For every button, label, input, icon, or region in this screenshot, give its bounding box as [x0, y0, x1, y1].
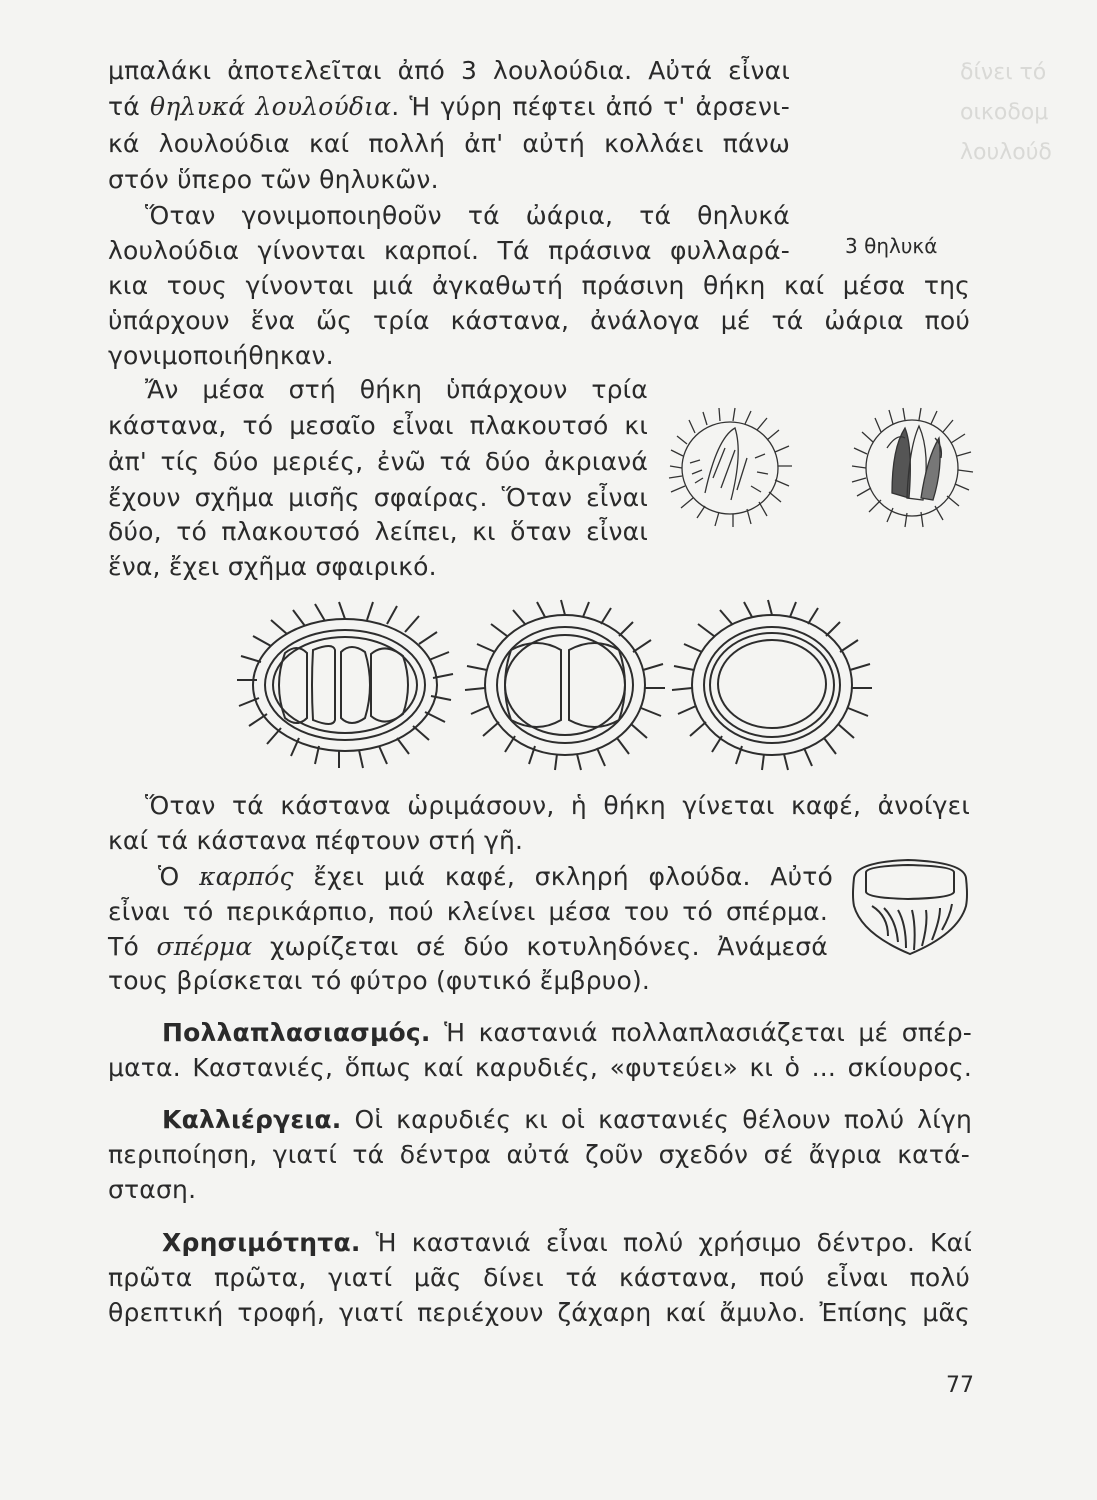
- text-line: εἶναι τό περικάρπιο, πού κλείνει μέσα του τό σπέρμα.: [108, 897, 828, 926]
- husk-three-nuts-cross-section: [235, 600, 455, 770]
- husk-one-nut-cross-section: [672, 600, 872, 770]
- text-line: Καλλιέργεια. Οἱ καρυδιές κι οἱ καστανιές θέλουν πολύ λίγη: [162, 1105, 972, 1134]
- bleed-through-text: δίνει τό: [960, 60, 1047, 85]
- italic-term: θηλυκά λουλούδια: [149, 92, 392, 121]
- section-heading: Καλλιέργεια.: [162, 1105, 342, 1134]
- text-line: Χρησιμότητα. Ἡ καστανιά εἶναι πολύ χρήσιμο δέντρο. Καί: [162, 1228, 972, 1257]
- italic-term: σπέρμα: [156, 932, 253, 961]
- side-label: 3 θηλυκά: [845, 234, 938, 258]
- text-line: κάστανα, τό μεσαῖο εἶναι πλακουτσό κι: [108, 411, 648, 440]
- bleed-through-text: λουλούδ: [960, 140, 1052, 165]
- italic-term: καρπός: [199, 862, 294, 891]
- text-line: Ὁ καρπός ἔχει μιά καφέ, σκληρή φλούδα. Αὐτό: [158, 862, 833, 891]
- section-heading: Πολλαπλασιασμός.: [162, 1018, 431, 1047]
- text-line: πρῶτα πρῶτα, γιατί μᾶς δίνει τά κάστανα, πού εἶναι πολύ: [108, 1263, 970, 1292]
- text-line: Τό σπέρμα χωρίζεται σέ δύο κοτυληδόνες. Ἀνάμεσά: [108, 932, 828, 961]
- section-heading: Χρησιμότητα.: [162, 1228, 361, 1257]
- text-line: δύο, τό πλακουτσό λείπει, κι ὅταν εἶναι: [108, 517, 648, 546]
- husk-two-nuts-cross-section: [465, 600, 665, 770]
- text-line: σταση.: [108, 1175, 197, 1204]
- text-line: Ὅταν τά κάστανα ὡριμάσουν, ἡ θήκη γίνεται καφέ, ἀνοίγει: [145, 791, 970, 820]
- text-line: τους βρίσκεται τό φύτρο (φυτικό ἔμβρυο).: [108, 966, 651, 995]
- text-line: Ὅταν γονιμοποιηθοῦν τά ὠάρια, τά θηλυκά: [145, 201, 790, 230]
- bleed-through-text: οικοδομ: [960, 100, 1049, 125]
- text-line: ὑπάρχουν ἕνα ὥς τρία κάστανα, ἀνάλογα μέ τά ὠάρια πού: [108, 306, 970, 335]
- text-line: μπαλάκι ἀποτελεῖται ἀπό 3 λουλούδια. Αὐτά εἶναι: [108, 56, 790, 85]
- text-line: ἔχουν σχῆμα μισῆς σφαίρας. Ὅταν εἶναι: [108, 483, 648, 512]
- text-line: λουλούδια γίνονται καρποί. Τά πράσινα φυλλαρά-: [108, 236, 790, 265]
- text-line: κά λουλούδια καί πολλή ἀπ' αὐτή κολλάει πάνω: [108, 129, 790, 158]
- chestnut-fruit-illustration: [848, 856, 973, 961]
- text-line: γονιμοποιήθηκαν.: [108, 341, 334, 370]
- text-line: θρεπτική τροφή, γιατί περιέχουν ζάχαρη καί ἄμυλο. Ἐπίσης μᾶς: [108, 1298, 970, 1327]
- spiny-husk-open-illustration: [847, 408, 977, 528]
- page-number: 77: [946, 1373, 974, 1398]
- text-line: περιποίηση, γιατί τά δέντρα αὐτά ζοῦν σχεδόν σέ ἄγρια κατά-: [108, 1140, 970, 1169]
- text-line: ἀπ' τίς δύο μεριές, ἐνῶ τά δύο ἀκριανά: [108, 447, 648, 476]
- text-line: κια τους γίνονται μιά ἀγκαθωτή πράσινη θήκη καί μέσα της: [108, 271, 970, 300]
- spiny-husk-closed-illustration: [665, 408, 795, 528]
- text-line: Πολλαπλασιασμός. Ἡ καστανιά πολλαπλασιάζεται μέ σπέρ-: [162, 1018, 972, 1047]
- text-line: τά θηλυκά λουλούδια. Ἡ γύρη πέφτει ἀπό τ' ἀρσενι-: [108, 92, 790, 121]
- text-line: ἕνα, ἔχει σχῆμα σφαιρικό.: [108, 552, 437, 581]
- text-line: ματα. Καστανιές, ὅπως καί καρυδιές, «φυτεύει» κι ὁ ... σκίουρος.: [108, 1053, 972, 1082]
- text-line: Ἄν μέσα στή θήκη ὑπάρχουν τρία: [145, 375, 648, 404]
- text-line: στόν ὕπερο τῶν θηλυκῶν.: [108, 165, 439, 194]
- text-line: καί τά κάστανα πέφτουν στή γῆ.: [108, 826, 524, 855]
